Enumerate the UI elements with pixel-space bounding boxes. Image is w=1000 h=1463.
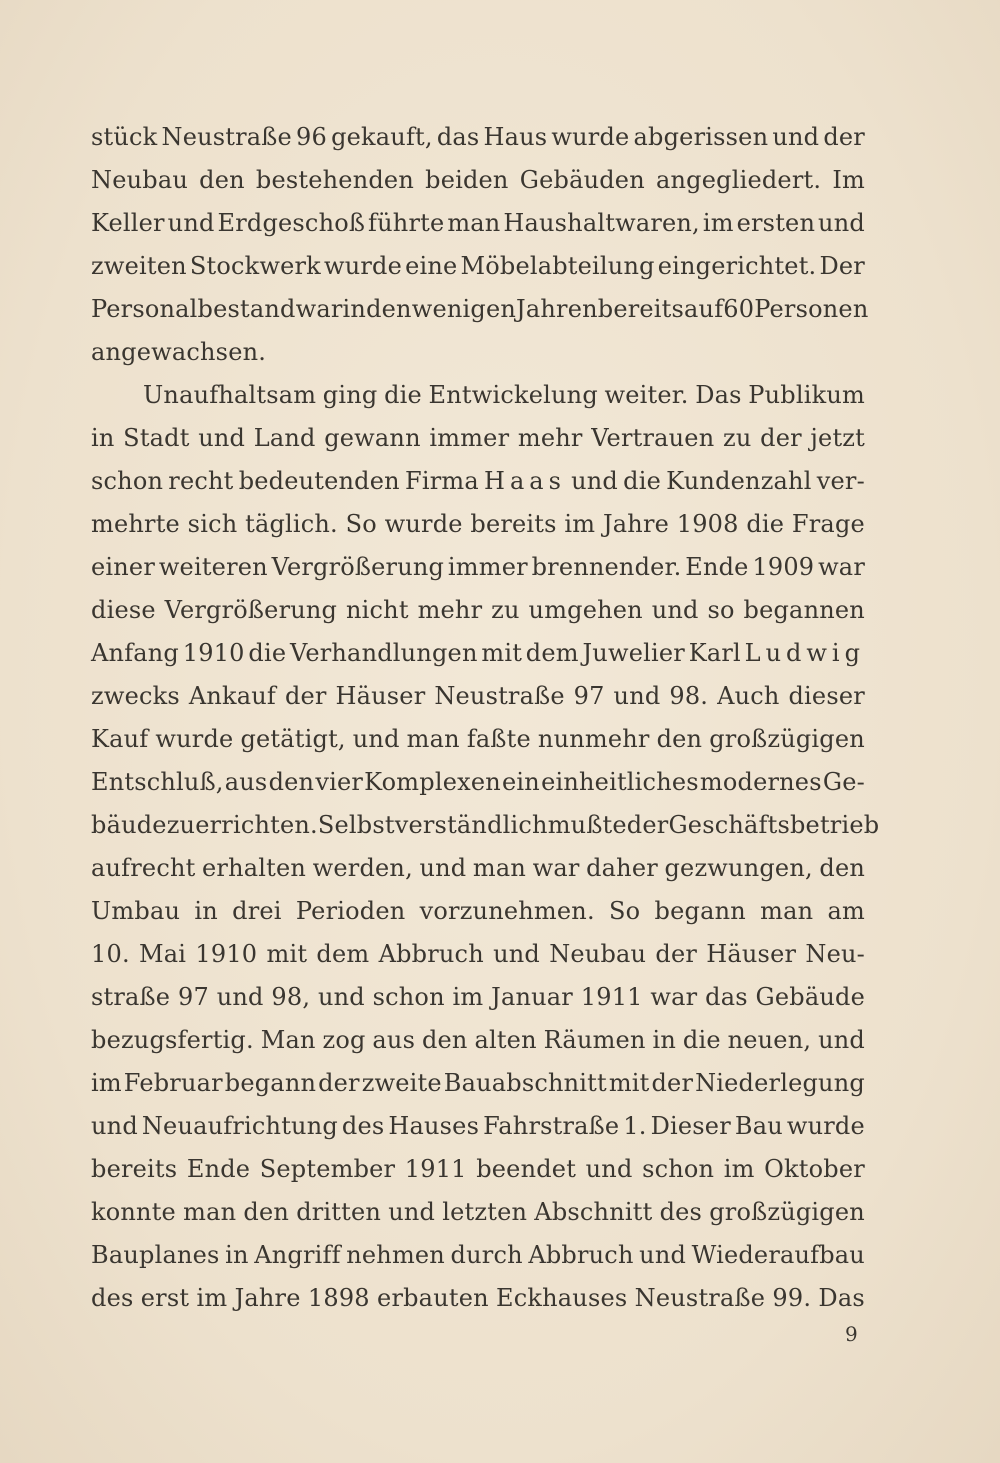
word: zweiten — [91, 252, 187, 280]
word: Häuser — [706, 940, 797, 968]
word: Ankauf — [188, 682, 277, 710]
word: und — [493, 940, 540, 968]
word: man — [183, 1198, 237, 1226]
body-text — [91, 116, 880, 1320]
word: Neubau — [549, 940, 647, 968]
word: Ende — [685, 553, 749, 581]
word: Gebäuden — [519, 166, 645, 194]
word: Bauplanes — [91, 1241, 220, 1269]
word: Perioden — [295, 897, 406, 925]
text-line — [91, 374, 865, 417]
word: Haushaltwaren, — [503, 209, 700, 237]
word: straße — [91, 983, 171, 1011]
text-line — [91, 1277, 865, 1320]
word: bezugsfertig. — [91, 1026, 254, 1054]
word: nehmen — [346, 1241, 445, 1269]
word: Haas — [484, 467, 566, 495]
text-line — [91, 890, 865, 933]
word: wurde — [155, 725, 234, 753]
word: schon — [642, 1155, 715, 1183]
word: immer — [429, 424, 510, 452]
word: konnte — [91, 1198, 176, 1226]
word: mit — [481, 639, 523, 667]
word: des — [659, 1198, 703, 1226]
word: zog — [322, 1026, 366, 1054]
word: Haus — [483, 123, 548, 151]
word: Neubau — [91, 166, 188, 194]
word: stück — [91, 123, 158, 151]
text-line — [91, 288, 869, 331]
word: ver- — [816, 467, 865, 495]
word: und — [651, 596, 699, 624]
word: Neu- — [805, 940, 865, 968]
word: bereits — [470, 510, 557, 538]
word: 1908 — [676, 510, 739, 538]
text-line — [91, 116, 865, 159]
word: im — [452, 983, 484, 1011]
text-line — [91, 718, 865, 761]
word: und — [613, 682, 661, 710]
word: den — [199, 166, 245, 194]
word: man — [406, 725, 460, 753]
text-line — [91, 1191, 865, 1234]
word: 60 — [723, 295, 755, 323]
word: 1. — [623, 1112, 647, 1140]
word: 98, — [271, 983, 311, 1011]
word: Ende — [186, 1155, 251, 1183]
text-line — [91, 1234, 865, 1277]
word: alten — [474, 1026, 537, 1054]
word: 1909 — [752, 553, 815, 581]
word: in — [91, 424, 115, 452]
word: nunmehr — [537, 725, 650, 753]
word: 1911 — [580, 983, 643, 1011]
word: die — [248, 639, 287, 667]
word: mit — [608, 1069, 650, 1097]
word: der — [651, 1069, 694, 1097]
word: Karl — [688, 639, 741, 667]
word: Kauf — [91, 725, 149, 753]
word: Möbelabteilung — [460, 252, 655, 280]
word: 1911 — [404, 1155, 467, 1183]
text-line — [91, 546, 865, 589]
word: Neuaufrichtung — [141, 1112, 338, 1140]
word: die — [623, 467, 661, 495]
word: eine — [405, 252, 458, 280]
word: 99. — [772, 1284, 812, 1312]
word: im — [196, 1284, 228, 1312]
word: im — [723, 1155, 755, 1183]
word: aufrecht — [91, 854, 196, 882]
word: Land — [253, 424, 316, 452]
text-line — [91, 847, 865, 890]
word: und — [585, 1155, 633, 1183]
word: brennender. — [531, 553, 682, 581]
word: weiter. — [604, 381, 689, 409]
word: Oktober — [764, 1155, 865, 1183]
word: war — [295, 295, 343, 323]
word: in — [194, 897, 218, 925]
text-line — [91, 632, 865, 675]
word: letzten — [442, 1198, 528, 1226]
word: Bauabschnitt — [443, 1069, 607, 1097]
word: Dieser — [650, 1112, 731, 1140]
word: man — [760, 897, 814, 925]
word: Jahre — [602, 510, 670, 538]
word: das — [436, 123, 480, 151]
word: Das — [818, 1284, 865, 1312]
word: Kundenzahl — [666, 467, 812, 495]
word: war — [532, 854, 580, 882]
word: Hauses — [388, 1112, 480, 1140]
word: wenigen — [411, 295, 517, 323]
word: Firma — [404, 467, 479, 495]
word: Das — [695, 381, 742, 409]
word: dritten — [296, 1198, 382, 1226]
word: Abbruch — [378, 940, 484, 968]
word: der — [626, 811, 669, 839]
text-line — [91, 159, 865, 202]
word: einheitliches — [541, 768, 699, 796]
word: dieser — [788, 682, 865, 710]
word: und — [352, 725, 400, 753]
word: wurde — [786, 1112, 865, 1140]
word: daher — [586, 854, 658, 882]
word: zu — [723, 424, 752, 452]
word: des — [341, 1112, 385, 1140]
word: faßte — [466, 725, 531, 753]
word: der — [760, 424, 802, 452]
word: Verhandlungen — [290, 639, 478, 667]
word: Neustraße — [634, 1284, 766, 1312]
word: Vergrößerung — [164, 596, 338, 624]
word: Selbstverständlich — [317, 811, 548, 839]
text-line — [91, 460, 865, 503]
word: ging — [322, 381, 378, 409]
word: Erdgeschoß — [217, 209, 366, 237]
word: Stockwerk — [189, 252, 321, 280]
word: Gebäude — [755, 983, 865, 1011]
word: und — [571, 467, 618, 495]
word: Anfang — [91, 639, 180, 667]
word: in — [225, 1241, 249, 1269]
word: aus — [224, 768, 268, 796]
word: Wiederaufbau — [691, 1241, 865, 1269]
word: bestehenden — [255, 166, 414, 194]
word: man — [472, 854, 527, 882]
word: und — [818, 209, 865, 237]
word: Häuser — [335, 682, 426, 710]
word: beiden — [425, 166, 509, 194]
word: angegliedert. — [656, 166, 822, 194]
word: im — [564, 510, 596, 538]
word: war — [650, 983, 698, 1011]
word: abgerissen — [633, 123, 769, 151]
text-line — [91, 804, 880, 847]
word: Bau — [734, 1112, 783, 1140]
word: und — [419, 854, 467, 882]
word: Entschluß, — [91, 768, 224, 796]
word: Keller — [91, 209, 165, 237]
word: Neustraße — [434, 682, 565, 710]
word: Unaufhaltsam — [143, 381, 317, 409]
word: Niederlegung — [695, 1069, 865, 1097]
word: und — [388, 1198, 436, 1226]
word: sich — [187, 510, 238, 538]
word: Jahren — [516, 295, 598, 323]
word: Februar — [123, 1069, 223, 1097]
word: mehr — [417, 596, 483, 624]
word: zu — [491, 596, 520, 624]
word: Im — [832, 166, 865, 194]
word: wurde — [551, 123, 630, 151]
text-line — [91, 1062, 865, 1105]
word: erhalten — [202, 854, 307, 882]
word: und — [639, 1241, 687, 1269]
word: Entwickelung — [428, 381, 598, 409]
word: neuen, — [727, 1026, 812, 1054]
word: bereits — [91, 1155, 178, 1183]
word: die — [682, 1026, 721, 1054]
word: erst — [140, 1284, 190, 1312]
word: 10. — [91, 940, 130, 968]
word: Abschnitt — [534, 1198, 653, 1226]
word: wurde — [323, 252, 403, 280]
word: 1910 — [182, 639, 245, 667]
text-line — [91, 202, 865, 245]
word: gekauft, — [331, 123, 433, 151]
word: 1910 — [195, 940, 258, 968]
word: Frage — [791, 510, 865, 538]
word: recht — [168, 467, 234, 495]
word: und — [317, 983, 365, 1011]
word: Ge- — [822, 768, 865, 796]
word: Komplexen — [364, 768, 501, 796]
word: getätigt, — [240, 725, 346, 753]
word: zu — [166, 811, 196, 839]
word: 97 — [573, 682, 605, 710]
word: Eckhauses — [496, 1284, 628, 1312]
word: dem — [525, 639, 579, 667]
word: man — [447, 209, 501, 237]
word: Abbruch — [528, 1241, 634, 1269]
word: Personalbestand — [91, 295, 296, 323]
word: auf — [684, 295, 724, 323]
word: den — [819, 854, 865, 882]
word: einer — [91, 553, 156, 581]
word: Man — [260, 1026, 316, 1054]
word: täglich. — [245, 510, 338, 538]
word: drei — [232, 897, 282, 925]
word: großzügigen — [709, 725, 865, 753]
word: dem — [316, 940, 370, 968]
word: und — [818, 1026, 865, 1054]
word: und — [216, 983, 264, 1011]
text-line — [91, 245, 865, 288]
word: Fahrstraße — [483, 1112, 620, 1140]
word: vorzunehmen. — [419, 897, 595, 925]
word: war — [818, 553, 865, 581]
word: den — [421, 1026, 468, 1054]
word: gewann — [324, 424, 421, 452]
word: der — [318, 1069, 360, 1097]
word: Geschäftsbetrieb — [668, 811, 880, 839]
word: und — [167, 209, 215, 237]
word: führte — [368, 209, 445, 237]
word: 98. — [669, 682, 709, 710]
word: diese — [91, 596, 156, 624]
text-line — [91, 761, 865, 804]
word: bäude — [91, 811, 167, 839]
word: großzügigen — [709, 1198, 865, 1226]
word: Mai — [139, 940, 187, 968]
word: beendet — [476, 1155, 577, 1183]
word: Vergrößerung — [271, 553, 445, 581]
word: Juwelier — [582, 639, 685, 667]
word: Stadt — [123, 424, 190, 452]
word: umgehen — [528, 596, 643, 624]
word: und — [198, 424, 246, 452]
word: So — [345, 510, 377, 538]
word: im — [91, 1069, 122, 1097]
word: Räumen — [543, 1026, 646, 1054]
word: Der — [819, 252, 865, 280]
text-line — [91, 1105, 865, 1148]
text-line — [91, 417, 865, 460]
word: errichten. — [195, 811, 318, 839]
text-line — [91, 675, 865, 718]
word: Neustraße — [161, 123, 292, 151]
word: gezwungen, — [664, 854, 813, 882]
word: im — [702, 209, 734, 237]
word: ersten — [736, 209, 816, 237]
text-line — [91, 976, 865, 1019]
word: den — [268, 768, 315, 796]
word: der — [823, 123, 865, 151]
word: begann — [224, 1069, 317, 1097]
word: zwecks — [91, 682, 180, 710]
word: bedeutenden — [238, 467, 400, 495]
text-line — [91, 503, 865, 546]
word: Publikum — [748, 381, 865, 409]
word: die — [746, 510, 785, 538]
text-line — [91, 933, 865, 976]
word: mit — [266, 940, 308, 968]
word: wurde — [384, 510, 463, 538]
word: erbauten — [377, 1284, 489, 1312]
word: Jahre — [234, 1284, 301, 1312]
word: mehrte — [91, 510, 180, 538]
word: vier — [315, 768, 364, 796]
word: in — [652, 1026, 677, 1054]
word: 1898 — [307, 1284, 370, 1312]
word: 96 — [296, 123, 327, 151]
word: September — [259, 1155, 396, 1183]
word: mehr — [517, 424, 583, 452]
text-line — [91, 1148, 865, 1191]
word: jetzt — [810, 424, 865, 452]
word: Personen — [754, 295, 869, 323]
text-line — [91, 1019, 865, 1062]
word: immer — [447, 553, 528, 581]
word: Angriff — [254, 1241, 341, 1269]
word: Umbau — [91, 897, 181, 925]
word: der — [284, 682, 327, 710]
word: der — [655, 940, 698, 968]
word: den — [366, 295, 412, 323]
word: modernes — [699, 768, 822, 796]
word: des — [91, 1284, 134, 1312]
word: werden, — [312, 854, 413, 882]
word: den — [656, 725, 703, 753]
word: bereits — [597, 295, 685, 323]
word: Januar — [491, 983, 573, 1011]
text-line — [91, 589, 865, 632]
word: schon — [372, 983, 445, 1011]
word: Auch — [717, 682, 780, 710]
word: ein — [502, 768, 540, 796]
word: eingerichtet. — [657, 252, 817, 280]
word: so — [707, 596, 735, 624]
word: nicht — [346, 596, 409, 624]
word: und — [91, 1112, 138, 1140]
word: Ludwig — [744, 639, 865, 667]
word: durch — [450, 1241, 523, 1269]
word: Vertrauen — [591, 424, 715, 452]
word: das — [705, 983, 748, 1011]
word: weiteren — [158, 553, 268, 581]
word: aus — [372, 1026, 416, 1054]
text-line: angewachsen. — [91, 338, 267, 366]
word: mußte — [547, 811, 627, 839]
word: 97 — [177, 983, 209, 1011]
word: So — [609, 897, 641, 925]
word: in — [342, 295, 367, 323]
word: schon — [91, 467, 164, 495]
word: begann — [654, 897, 746, 925]
word: den — [243, 1198, 290, 1226]
word: am — [827, 897, 865, 925]
page-number: 9 — [845, 1322, 858, 1346]
word: die — [384, 381, 422, 409]
word: begannen — [743, 596, 865, 624]
word: und — [772, 123, 820, 151]
word: zweite — [361, 1069, 442, 1097]
